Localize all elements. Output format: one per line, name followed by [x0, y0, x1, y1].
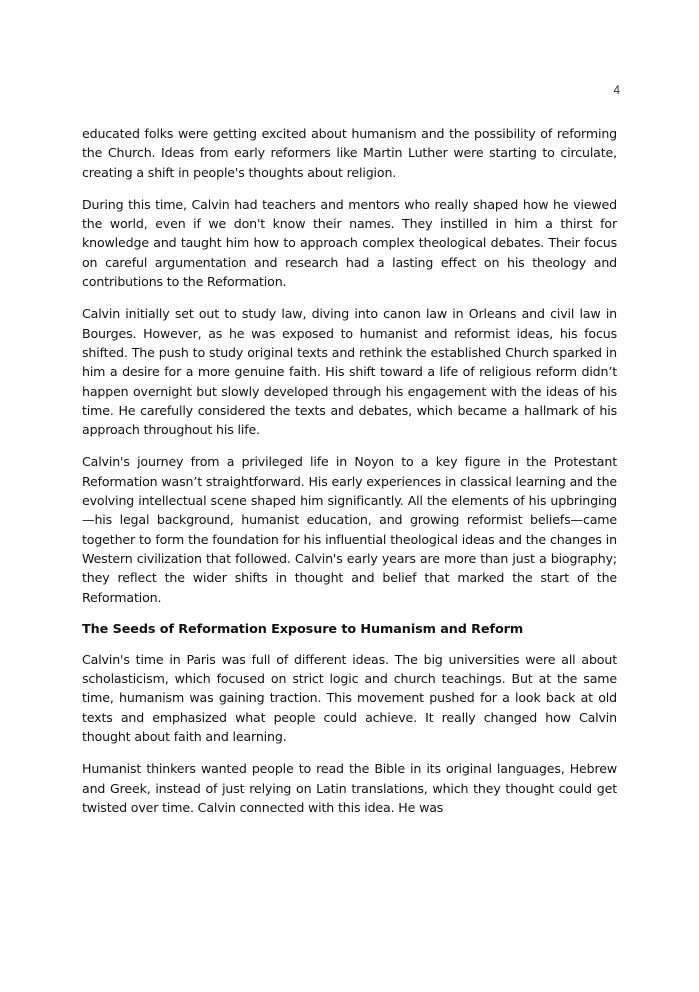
paragraph-paris-ideas: Calvin's time in Paris was full of different ideas. The big universities were all about scholasticism, which focused on strict logic and church teachings. But at the same time, humanism was gaining traction. This movement pushed for a look back at old texts and emphasized what people could achieve. It really changed how Calvin thought about faith and learning. — [82, 651, 617, 745]
paragraph-humanist-thinkers: Humanist thinkers wanted people to read the Bible in its original languages, Hebrew and Greek, instead of just relying on Latin translations, which they thought could get twisted over time. Calvin connected with this idea. He was — [82, 761, 617, 815]
page-number: 4 — [613, 83, 620, 97]
document-body — [82, 124, 617, 830]
section-heading: The Seeds of Reformation Exposure to Humanism and Reform — [82, 621, 524, 637]
paragraph-teachers-mentors: During this time, Calvin had teachers and mentors who really shaped how he viewed the world, even if we don't know their names. They instilled in him a thirst for knowledge and taught him how to approach complex theological debates. Their focus on careful argumentation and research had a lasting effect on his theology and contributions to the Reformation. — [82, 196, 617, 290]
paragraph-law-studies: Calvin initially set out to study law, diving into canon law in Orleans and civil law in Bourges. However, as he was exposed to humanist and reformist ideas, his focus shifted. The push to study original texts and rethink the established Church sparked in him a desire for a more genuine faith. His shift toward a life of religious reform didn’t happen overnight but slowly developed through his engagement with the ideas of his time. He carefully considered the texts and debates, which became a hallmark of his approach throughout his life. — [82, 306, 617, 438]
paragraph-calvin-journey: Calvin's journey from a privileged life in Noyon to a key figure in the Protestant Reformation wasn’t straightforward. His early experiences in classical learning and the evolving intellectual scene shaped him significantly. All the elements of his upbringing—his legal background, humanist education, and growing reformist beliefs—came together to form the foundation for his influential theological ideas and the changes in Western civilization that followed. Calvin's early years are more than just a biography; they reflect the wider shifts in thought and belief that marked the start of the Reformation. — [82, 454, 617, 605]
paragraph-humanism-excitement: educated folks were getting excited about humanism and the possibility of reforming the Church. Ideas from early reformers like Martin Luther were starting to circulate, creating a shift in people's thoughts about religion. — [82, 126, 617, 180]
